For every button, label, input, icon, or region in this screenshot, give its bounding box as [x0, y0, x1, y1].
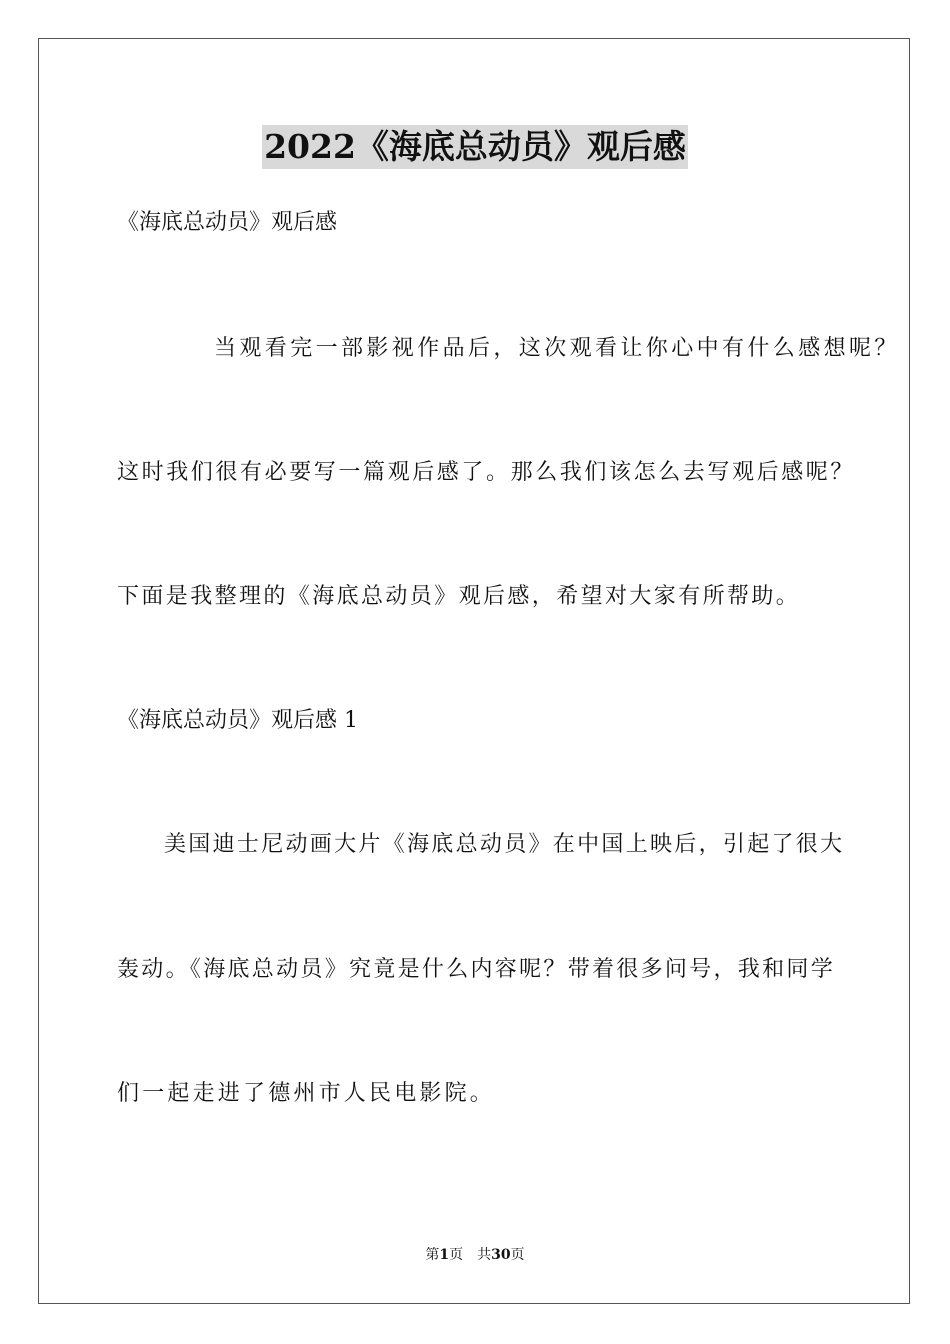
- document-title: 2022《海底总动员》观后感: [262, 125, 688, 169]
- footer-page-prefix: 第: [425, 1247, 440, 1263]
- paragraph-subtitle: 《海底总动员》观后感: [117, 210, 338, 235]
- paragraph-body-line-2: 轰动。《海底总动员》究竟是什么内容呢？带着很多问号，我和同学: [117, 957, 836, 982]
- page-footer: [0, 1246, 950, 1264]
- footer-total-suffix: 页: [510, 1247, 525, 1263]
- paragraph-body-line-1: 美国迪士尼动画大片《海底总动员》在中国上映后，引起了很大: [164, 832, 845, 857]
- paragraph-intro-line-2: 这时我们很有必要写一篇观后感了。那么我们该怎么去写观后感呢？: [117, 460, 856, 485]
- footer-page-suffix: 页: [449, 1247, 464, 1263]
- paragraph-intro-line-1: 当观看完一部影视作品后，这次观看让你心中有什么感想呢？: [214, 336, 900, 361]
- section-heading-1: 《海底总动员》观后感 1: [117, 708, 358, 733]
- paragraph-intro-line-3: 下面是我整理的《海底总动员》观后感，希望对大家有所帮助。: [117, 584, 801, 609]
- document-title-container: [0, 125, 950, 169]
- paragraph-body-line-3: 们一起走进了德州市人民电影院。: [117, 1081, 496, 1106]
- footer-page-number: 1: [439, 1247, 450, 1263]
- footer-total-prefix: 共: [477, 1247, 492, 1263]
- footer-total-pages: 30: [491, 1247, 511, 1263]
